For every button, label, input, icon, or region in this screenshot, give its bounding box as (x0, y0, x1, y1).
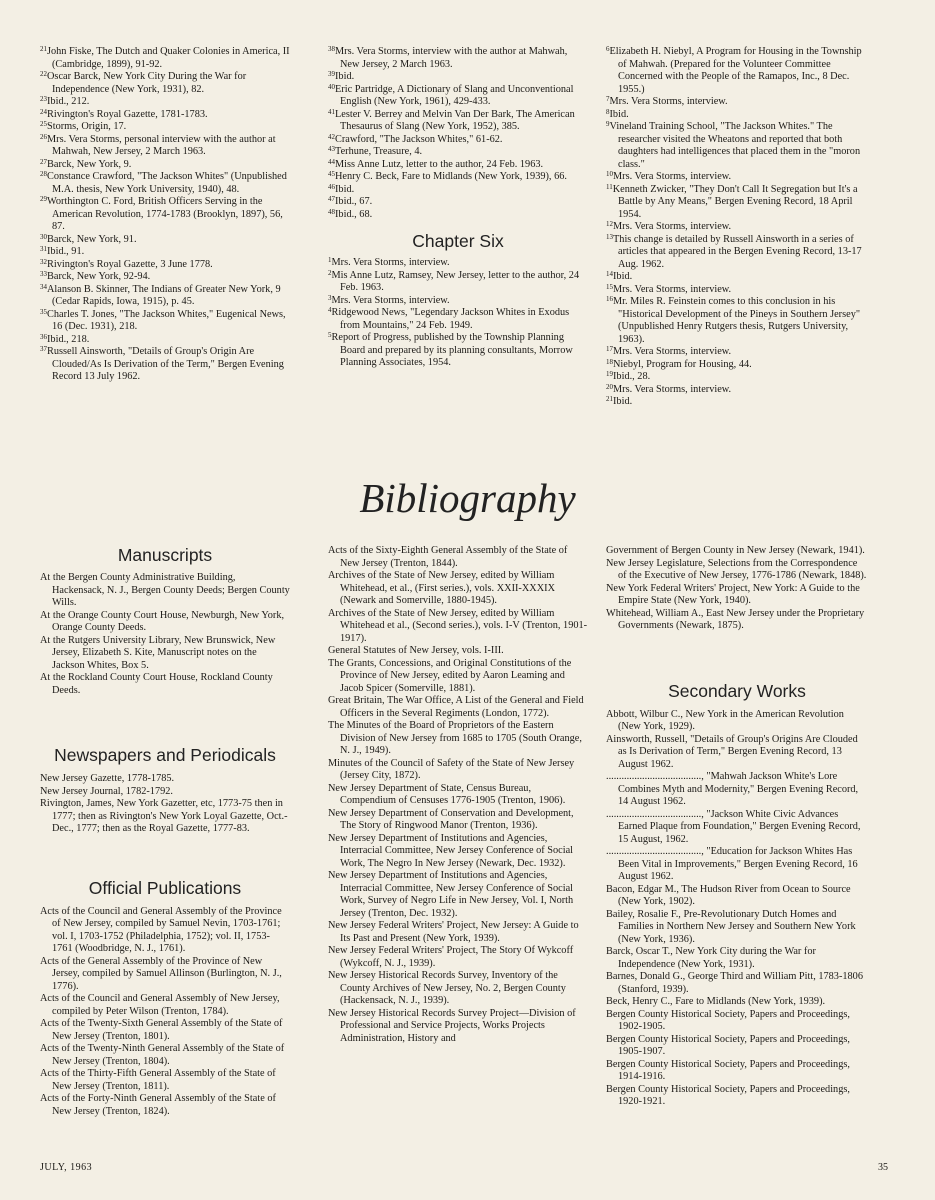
footnote-number: 26 (40, 132, 47, 141)
footnote-text: Mrs. Vera Storms, interview. (331, 294, 450, 306)
footnote (40, 121, 290, 134)
footnote (40, 196, 290, 234)
footnote (40, 109, 290, 122)
official-publications-heading: Official Publications (88, 877, 242, 898)
footnote (328, 257, 588, 270)
manuscripts-list (40, 572, 290, 697)
footnote (606, 271, 868, 284)
footnote-text: Mrs. Vera Storms, personal interview with the author at Mahwah, New Jersey, 2 March 1963. (47, 133, 276, 157)
footnote-number: 32 (40, 257, 47, 266)
footnote (40, 246, 290, 259)
bibliography-entry: Acts of the Council and General Assembly of the Province of New Jersey, compiled by Samuel Nevin, 1703-1761; vol. I, 1703-1752 (Philadelphia, 1752); vol. II, 1753-1761 (Woodbridge, N. J., 1761). (40, 905, 282, 954)
newspapers-list (40, 773, 290, 836)
footnote (606, 109, 868, 122)
footnote-text: Miss Anne Lutz, letter to the author, 24 Feb. 1963. (335, 158, 544, 170)
footnote-text: Mrs. Vera Storms, interview. (609, 96, 728, 107)
bibliography-entry: New Jersey Legislature, Selections from the Correspondence of the Executive of New Jersey, 1776-1786 (Newark, 1848). (606, 557, 867, 581)
footnote-number: 18 (606, 357, 613, 366)
footnote (328, 184, 588, 197)
notes-column-3 (606, 46, 868, 409)
footnote-text: Crawford, "The Jackson Whites," 61-62. (335, 133, 503, 145)
footnote-number: 9 (606, 120, 610, 128)
bibliography-entry: New Jersey Federal Writers' Project, The Story Of Wykcoff (Wykcoff, N. J., 1939). (328, 945, 574, 969)
bibliography-entry: New Jersey Gazette, 1778-1785. (40, 773, 175, 784)
footnote-number: 34 (40, 282, 47, 291)
bibliography-entry: At the Rockland County Court House, Rockland County Deeds. (40, 672, 273, 696)
bibliography-entry: New Jersey Department of Institutions and Agencies, Interracial Committee, New Jersey Conference of Social Work, The Negro In New Jersey (Newark, Dec. 1932). (328, 832, 574, 869)
footnote (328, 146, 588, 159)
chapter-six-notes (328, 257, 588, 370)
footnote (606, 384, 868, 397)
footnote (606, 371, 868, 384)
footnote-number: 45 (328, 170, 335, 178)
footnote (606, 346, 868, 359)
footnote (606, 359, 868, 372)
bibliography-entry: Archives of the State of New Jersey, edited by William Whitehead et al., (Second series.), vols. I-V (Trenton, 1901-1917). (328, 607, 588, 644)
footnote-text: Ibid. (335, 183, 355, 195)
footnote (328, 307, 588, 332)
footnote-text: Mrs. Vera Storms, interview with the author at Mahwah, New Jersey, 2 March 1963. (335, 46, 568, 70)
footnote-number: 43 (328, 145, 335, 153)
bibliography-entry: Bergen County Historical Society, Papers and Proceedings, 1905-1907. (606, 1033, 850, 1057)
bibliography-entry: At the Orange County Court House, Newburgh, New York, Orange County Deeds. (40, 609, 285, 633)
bibliography-column-1 (40, 545, 290, 1118)
bibliography-entry: Bacon, Edgar M., The Hudson River from Ocean to Source (New York, 1902). (606, 883, 851, 907)
footnote-text: John Fiske, The Dutch and Quaker Colonies in America, II (Cambridge, 1899), 91-92. (47, 46, 290, 70)
official-publications-continued (606, 545, 868, 633)
bibliography-entry: The Minutes of the Board of Proprietors of the Eastern Division of New Jersey from 1685 to 1705 (South Orange, N. J., 1949). (328, 720, 582, 756)
footnote-number: 7 (606, 95, 610, 103)
issue-date: JULY, 1963 (40, 1162, 93, 1173)
footnote-text: Barck, New York, 92-94. (47, 271, 151, 282)
footnote-number: 8 (606, 107, 610, 116)
bibliography-entry: Acts of the Sixty-Eighth General Assembly of the State of New Jersey (Trenton, 1844). (328, 545, 568, 569)
bibliography-entry: The Grants, Concessions, and Original Constitutions of the Province of New Jersey, edited by Aaron Leaming and Jacob Spicer (Somerville, 1881). (328, 657, 572, 694)
footnote-text: Ibid., 67. (335, 196, 373, 207)
footnote-text: Lester V. Berrey and Melvin Van Der Bark, The American Thesaurus of Slang (New York, 1952), 385. (335, 108, 575, 132)
footnote-number: 11 (606, 182, 613, 191)
bibliography-entry: At the Bergen County Administrative Building, Hackensack, N. J., Bergen County Deeds; Bergen County Wills. (40, 572, 290, 608)
bibliography-entry: New Jersey Historical Records Survey, Inventory of the County Archives of New Jersey, No. 2, Bergen County (Hackensack, N. J., 1939). (328, 970, 566, 1006)
bibliography-entry: ....................................., "Mahwah Jackson White's Lore Combines Myth and Modernity," Bergen Evening Record, 14 August 1962. (606, 771, 859, 807)
footnote-text: Ibid., 218. (47, 333, 90, 345)
footnote-text: Ibid. (609, 108, 629, 120)
bibliography-entry: Acts of the General Assembly of the Province of New Jersey, compiled by Samuel Allinson (Burlington, N. J., 1776). (40, 955, 282, 992)
bibliography-entry: Acts of the Thirty-Fifth General Assembly of the State of New Jersey (Trenton, 1811). (40, 1068, 276, 1092)
footnote (328, 332, 588, 370)
footnote (40, 259, 290, 272)
footnote-text: Mrs. Vera Storms, interview. (613, 283, 732, 295)
footnote-text: Eric Partridge, A Dictionary of Slang and Unconventional English (New York, 1961), 429-433. (335, 83, 574, 107)
bibliography-entry: At the Rutgers University Library, New Brunswick, New Jersey, Elizabeth S. Kite, Manuscript notes on the Jackson Whites, Box 5. (40, 634, 276, 671)
bibliography-entry: General Statutes of New Jersey, vols. I-III. (328, 645, 504, 656)
footnote-number: 17 (606, 345, 613, 353)
footnote (328, 71, 588, 84)
footnote-text: Mis Anne Lutz, Ramsey, New Jersey, letter to the author, 24 Feb. 1963. (331, 269, 580, 293)
newspapers-heading: Newspapers and Periodicals (54, 745, 276, 765)
footnote-text: Mrs. Vera Storms, interview. (613, 171, 732, 182)
footnote (40, 159, 290, 172)
bibliography-column-3 (606, 545, 868, 1109)
footnote-text: Vineland Training School, "The Jackson Whites." The researcher visited the Wheatons and reported that both daughters had intelligences that placed them in the "moron class." (609, 121, 861, 170)
footnote (606, 396, 868, 409)
footnote-number: 23 (40, 95, 47, 103)
footnote-text: Mrs. Vera Storms, interview. (331, 257, 450, 268)
footnote-text: Ibid., 212. (47, 96, 90, 107)
footnote-number: 28 (40, 170, 47, 178)
footnote (40, 134, 290, 159)
page-number: 35 (878, 1162, 888, 1173)
footnote (606, 46, 868, 96)
footnote-text: Ibid. (613, 396, 633, 407)
bibliography-entry: Bergen County Historical Society, Papers and Proceedings, 1920-1921. (606, 1083, 850, 1107)
bibliography-entry: New Jersey Department of Institutions and Agencies, Interracial Committee, New Jersey Conference of Social Work, Survey of Negro Life in New Jersey, Vol. I, North Jersey (Trenton, Dec. 1932). (328, 870, 574, 919)
footnote-number: 1 (328, 256, 332, 264)
footnote-text: Ibid., 68. (335, 208, 373, 220)
footnote-text: Report of Progress, published by the Township Planning Board and prepared by its planning consultants, Morrow Planning Associates, 1954. (331, 332, 573, 368)
footnote-number: 16 (606, 295, 613, 303)
footnote (606, 284, 868, 297)
footnote-number: 40 (328, 82, 335, 91)
bibliography-entry: Bergen County Historical Society, Papers and Proceedings, 1914-1916. (606, 1058, 850, 1082)
footnote (606, 184, 868, 222)
footnote-text: Niebyl, Program for Housing, 44. (613, 358, 752, 370)
footnote-text: Charles T. Jones, "The Jackson Whites," Eugenical News, 16 (Dec. 1931), 218. (47, 308, 286, 332)
footnote-number: 12 (606, 220, 613, 228)
footnote (606, 234, 868, 272)
footnote-text: Ibid., 28. (613, 371, 651, 382)
bibliography-entry: Abbott, Wilbur C., New York in the American Revolution (New York, 1929). (606, 708, 844, 732)
footnote (606, 96, 868, 109)
bibliography-entry: Ainsworth, Russell, "Details of Group's Origins Are Clouded as Is Derivation of Term," Bergen Evening Record, 13 August 1962. (606, 733, 858, 770)
footnote (606, 296, 868, 346)
footnote-number: 39 (328, 70, 335, 78)
footnote-number: 2 (328, 268, 332, 277)
footnote (328, 109, 588, 134)
footnote-number: 48 (328, 207, 335, 216)
bibliography-entry: New Jersey Journal, 1782-1792. (40, 785, 173, 797)
bibliography-entry: ....................................., "Jackson White Civic Advances Earned Plaque from Foundation," Bergen Evening Record, 15 August, 1962. (606, 808, 861, 845)
footnote (606, 221, 868, 234)
notes-column-1 (40, 46, 290, 384)
footnote (40, 271, 290, 284)
footnote-number: 31 (40, 245, 47, 253)
footnote-number: 6 (606, 45, 610, 53)
footnote-text: Mrs. Vera Storms, interview. (613, 221, 732, 232)
footnote-text: Terhune, Treasure, 4. (335, 146, 423, 157)
footnote-number: 13 (606, 232, 613, 241)
footnote-number: 30 (40, 232, 47, 241)
footnote-number: 42 (328, 132, 335, 141)
bibliography-title: Bibliography (359, 475, 576, 521)
footnote-number: 21 (606, 395, 613, 403)
footnote (328, 46, 588, 71)
footnote (606, 171, 868, 184)
footnote-text: Russell Ainsworth, "Details of Group's Origin Are Clouded/As Is Derivation of the Term," Bergen Evening Record 13 July 1962. (47, 346, 284, 382)
footnote (40, 334, 290, 347)
manuscripts-heading: Manuscripts (117, 545, 213, 565)
bibliography-entry: New Jersey Federal Writers' Project, New Jersey: A Guide to Its Past and Present (New York, 1939). (328, 920, 579, 944)
footnote (40, 309, 290, 334)
footnote-text: Barck, New York, 9. (47, 158, 132, 170)
footnote-text: Henry C. Beck, Fare to Midlands (New York, 1939), 66. (335, 171, 567, 182)
footnote-text: Rivington's Royal Gazette, 1781-1783. (47, 108, 208, 120)
bibliography-entry: Beck, Henry C., Fare to Midlands (New York, 1939). (606, 996, 826, 1007)
footnote-text: Worthington C. Ford, British Officers Serving in the American Revolution, 1774-1783 (Brooklyn, 1897), 56, 87. (47, 196, 283, 232)
footnote-number: 27 (40, 157, 47, 166)
bibliography-entry: Barnes, Donald G., George Third and William Pitt, 1783-1806 (Stanford, 1939). (606, 971, 863, 995)
footnote-number: 5 (328, 331, 332, 339)
official-publications-list (40, 906, 290, 1119)
footnote-number: 38 (328, 45, 335, 53)
footnote-number: 47 (328, 195, 335, 203)
footnote-text: Ibid. (335, 71, 355, 82)
footnote (40, 284, 290, 309)
footnote-number: 37 (40, 345, 47, 353)
footnote (328, 134, 588, 147)
footnote (328, 84, 588, 109)
footnote-number: 33 (40, 270, 47, 278)
footnote-number: 25 (40, 120, 47, 128)
footnote-text: Storms, Origin, 17. (47, 121, 127, 132)
footnote-text: Mr. Miles R. Feinstein comes to this conclusion in his "Historical Development of the Pineys in Southern Jersey" (Unpublished Henry Rutgers thesis, Rutgers University, 1963). (613, 296, 861, 345)
footnote (40, 234, 290, 247)
footnote-text: Kenneth Zwicker, "They Don't Call It Segregation but It's a Battle by Any Means," Bergen Evening Record, 18 April 1954. (612, 183, 858, 220)
footnote (40, 71, 290, 96)
footnote (40, 346, 290, 384)
bibliography-column-2 (328, 545, 588, 1045)
footnote-text: Alanson B. Skinner, The Indians of Greater New York, 9 (Cedar Rapids, Iowa, 1915), p. 45. (47, 283, 281, 307)
chapter-six-heading: Chapter Six (412, 231, 504, 251)
footnote-number: 46 (328, 182, 335, 191)
bibliography-entry: Acts of the Council and General Assembly of New Jersey, compiled by Peter Wilson (Trenton, 1784). (40, 993, 280, 1017)
footnote-text: Ibid., 91. (47, 246, 85, 257)
footnote-number: 4 (328, 306, 332, 314)
footnote-text: This change is detailed by Russell Ainsworth in a series of articles that appeared in the Bergen Evening Record, 13-17 Aug. 1962. (613, 233, 862, 270)
bibliography-entry: Acts of the Twenty-Sixth General Assembly of the State of New Jersey (Trenton, 1801). (40, 1018, 283, 1042)
footnote-text: Barck, New York, 91. (47, 233, 137, 245)
footnote-text: Constance Crawford, "The Jackson Whites" (Unpublished M.A. thesis, New York University, 1940), 48. (47, 171, 287, 195)
bibliography-entry: Bergen County Historical Society, Papers and Proceedings, 1902-1905. (606, 1008, 850, 1032)
footnote (606, 121, 868, 171)
footnote-text: Oscar Barck, New York City During the War for Independence (New York, 1931), 82. (47, 71, 247, 95)
bibliography-entry: Whitehead, William A., East New Jersey under the Proprietary Governments (Newark, 1875). (606, 607, 865, 631)
footnote-text: Rivington's Royal Gazette, 3 June 1778. (47, 258, 213, 270)
footnote (328, 270, 588, 295)
footnote-number: 22 (40, 70, 47, 78)
footnote-number: 36 (40, 332, 47, 341)
footnote-number: 44 (328, 157, 335, 166)
footnote (328, 159, 588, 172)
footnote-number: 10 (606, 170, 613, 178)
footnote-text: Ridgewood News, "Legendary Jackson Whites in Exodus from Mountains," 24 Feb. 1949. (331, 307, 570, 331)
bibliography-entry: Barck, Oscar T., New York City during the War for Independence (New York, 1931). (606, 946, 816, 970)
footnote-number: 14 (606, 270, 613, 278)
bibliography-entry: Rivington, James, New York Gazetter, etc, 1773-75 then in 1777; then as Rivington's New York Loyal Gazette, Oct.-Dec., 1777; then as the Royal Gazette, 1777-83. (40, 798, 288, 834)
secondary-works-heading: Secondary Works (668, 680, 806, 701)
footnote-text: Ibid. (613, 271, 633, 282)
footnote (40, 96, 290, 109)
bibliography-entry: New Jersey Department of Conservation and Development, The Story of Ringwood Manor (Trenton, 1936). (328, 807, 574, 831)
footnote (40, 171, 290, 196)
footnote-number: 19 (606, 370, 613, 378)
bibliography-entry: ....................................., "Education for Jackson Whites Has Been Vital in Improvements," Bergen Evening Record, 16 August 1962. (606, 846, 858, 882)
bibliography-entry: Government of Bergen County in New Jersey (Newark, 1941). (606, 545, 865, 556)
bibliography-entry: Great Britain, The War Office, A List of the General and Field Officers in the Several Regiments (London, 1772). (328, 695, 584, 719)
footnote-text: Mrs. Vera Storms, interview. (613, 383, 732, 395)
bibliography-entry: Bailey, Rosalie F., Pre-Revolutionary Dutch Homes and Families in Northern New Jersey and Southern New York (New York, 1936). (606, 908, 856, 945)
footnote-text: Mrs. Vera Storms, interview. (613, 346, 732, 357)
footnote (328, 295, 588, 308)
bibliography-entry: New Jersey Department of State, Census Bureau, Compendium of Censuses 1776-1905 (Trenton, 1906). (328, 782, 566, 806)
footnote (328, 209, 588, 222)
footnote-number: 35 (40, 307, 47, 316)
bibliography-entry: Minutes of the Council of Safety of the State of New Jersey (Jersey City, 1872). (328, 757, 575, 781)
footnote-number: 15 (606, 282, 613, 291)
footnote-number: 20 (606, 382, 613, 391)
notes-column-2 (328, 46, 588, 370)
footnote (328, 196, 588, 209)
notes-continued (328, 46, 588, 221)
footnote (40, 46, 290, 71)
bibliography-entry: New Jersey Historical Records Survey Project—Division of Professional and Service Projects, Works Projects Administration, History and (328, 1007, 576, 1044)
footnote (328, 171, 588, 184)
secondary-works-list (606, 709, 868, 1109)
bibliography-entry: Acts of the Twenty-Ninth General Assembly of the State of New Jersey (Trenton, 1804). (40, 1043, 285, 1067)
bibliography-entry: Acts of the Forty-Ninth General Assembly of the State of New Jersey (Trenton, 1824). (40, 1093, 276, 1117)
footnote-number: 29 (40, 195, 47, 203)
footnote-number: 3 (328, 293, 332, 302)
bibliography-entry: New York Federal Writers' Project, New York: A Guide to the Empire State (New York, 1940). (606, 582, 860, 606)
bibliography-entry: Archives of the State of New Jersey, edited by William Whitehead, et al., (First series.), vols. XXII-XXXIX (Newark and Somerville, 1880-1945). (328, 570, 556, 606)
footnote-number: 21 (40, 45, 47, 53)
footnote-number: 24 (40, 107, 47, 116)
footnote-text: Elizabeth H. Niebyl, A Program for Housing in the Township of Mahwah. (Prepared for the Volunteer Committee Concerned with the People of the Ramapos, Inc., 8 Dec. 1955.) (609, 46, 862, 95)
footnote-number: 41 (328, 107, 335, 116)
